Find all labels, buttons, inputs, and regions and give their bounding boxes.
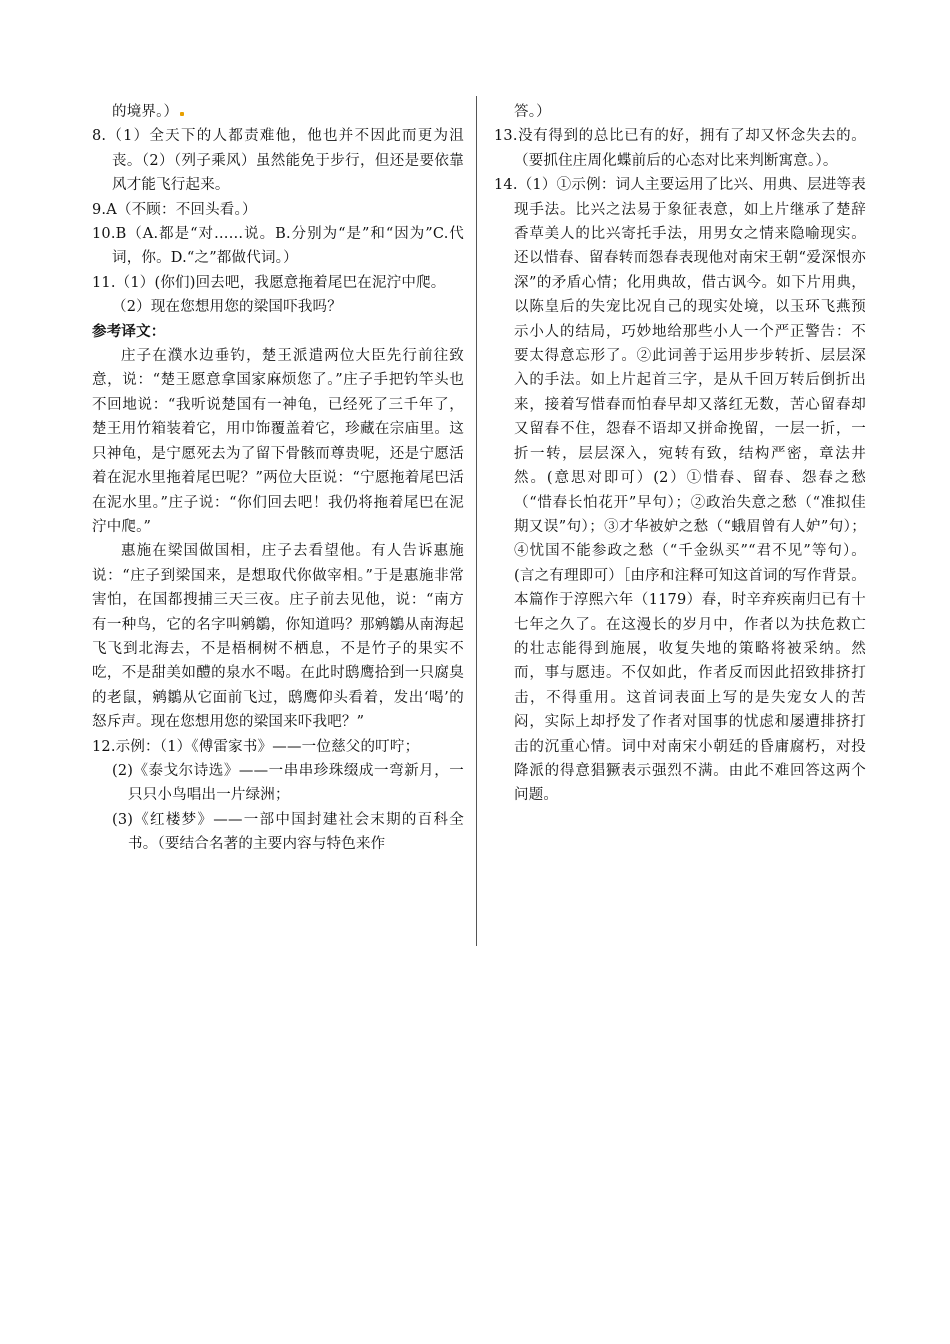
answer-14: 14.（1）①示例：词人主要运用了比兴、用典、层进等表现手法。比兴之法易于象征表意，如上片继承了楚辞香草美人的比兴寄托手法，用男女之情来隐喻现实。还以惜春、留春转而怨春表现他对南宋王朝“爱深恨亦深”的矛盾心情；化用典故，借古讽今。如下片用典，以陈皇后的失宠比况自己的现实处境，以玉环飞燕预示小人的结局，巧妙地给那些小人一个严正警告：不要太得意忘形了。②此词善于运用步步转折、层层深入的手法。如上片起首三字，是从千回万转后倒折出来，接着写惜春而怕春早却又落红无数，苦心留春却又留春不住，怨春不语却又拼命挽留，一层一折，一折一转，层层深入，宛转有致，结构严密，章法井然。(意思对即可）(2）①惜春、留春、怨春之愁（“惜春长怕花开”早句）；②政治失意之愁（“准拟佳期又误”句）；③才华被妒之愁（“蛾眉曾有人妒”句）；④忧国不能参政之愁（“千金纵买”“君不见”等句）。(言之有理即可）［由序和注释可知这首词的写作背景。本篇作于淳熙六年（1179）春，时辛弃疾南归已有十七年之久了。在这漫长的岁月中，作者以为扶危救亡的壮志能得到施展，收复失地的策略将被采纳。然而，事与愿违。不仅如此，作者反而因此招致排挤打击，不得重用。这首词表面上写的是失宠女人的苦闷，实际上却抒发了作者对国事的忧虑和屡遭排挤打击的沉重心情。词中对南宋小朝廷的昏庸腐朽，对投降派的得意猖獗表示强烈不满。由此不难回答这两个问题。 (494, 177, 866, 804)
translation-paragraph-1: 庄子在濮水边垂钓，楚王派遣两位大臣先行前往致意，说：“楚王愿意拿国家麻烦您了。”庄子手把钓竿头也不回地说：“我听说楚国有一神龟，已经死了三千年了，楚王用竹箱装着它，用巾饰覆盖着它，珍藏在宗庙里。这只神龟，是宁愿死去为了留下骨骸而尊贵呢，还是宁愿活着在泥水里拖着尾巴呢？”两位大臣说：“宁愿拖着尾巴活在泥水里。”庄子说：“你们回去吧！我仍将拖着尾巴在泥泞中爬。” (92, 348, 464, 535)
stray-mark (180, 112, 184, 116)
answer-7-continuation (92, 100, 464, 124)
answer-12-part-2: (2)《泰戈尔诗选》——一串串珍珠缀成一弯新月，一只只小鸟唱出一片绿洲； (112, 762, 464, 804)
answer-10: 10.B（A.都是“对……说。B.分别为“是”和“因为”C.代词，你。D.“之”都做代词。） (92, 226, 464, 267)
answer-11: 11.（1）(你们)回去吧，我愿意拖着尾巴在泥泞中爬。 (92, 274, 446, 291)
answer-12: 12.示例：（1）《傅雷家书》——一位慈父的叮咛； (92, 738, 420, 755)
answer-8: 8.（1）全天下的人都责难他，他也并不因此而更为沮丧。（2）（列子乘风）虽然能免于步行，但还是要依靠风才能飞行起来。 (92, 128, 464, 194)
answer-11-part-2: （2）现在您想用您的梁国吓我吗？ (112, 299, 342, 316)
translation-heading: 参考译文： (92, 322, 166, 340)
right-column (494, 100, 866, 808)
answer-13: 13.没有得到的总比已有的好，拥有了却又怀念失去的。（要抓住庄周化蝶前后的心态对比来判断寓意。）。 (494, 128, 866, 169)
left-column (92, 100, 464, 857)
answer-12-continuation: 答。） (514, 104, 551, 120)
answer-7-continuation-text: 的境界。） (112, 104, 179, 120)
translation-paragraph-2: 惠施在梁国做国相，庄子去看望他。有人告诉惠施说：“庄子到梁国来，是想取代你做宰相。”于是惠施非常害怕，在国都搜捕三天三夜。庄子前去见他，说：“南方有一种鸟，它的名字叫鹓鶵，你知道吗？那鹓鶵从南海起飞飞到北海去，不是梧桐树不栖息，不是竹子的果实不吃，不是甜美如醴的泉水不喝。在此时鸱鹰拾到一只腐臭的老鼠，鹓鶵从它面前飞过，鸱鹰仰头看着，发出‘喝’的怒斥声。现在您想用您的梁国来吓我吧？” (92, 543, 464, 731)
column-divider (476, 96, 477, 946)
answer-9: 9.A（不顾：不回头看。） (92, 201, 257, 218)
answer-12-part-3: (3)《红楼梦》——一部中国封建社会末期的百科全书。（要结合名著的主要内容与特色来作 (112, 811, 464, 853)
